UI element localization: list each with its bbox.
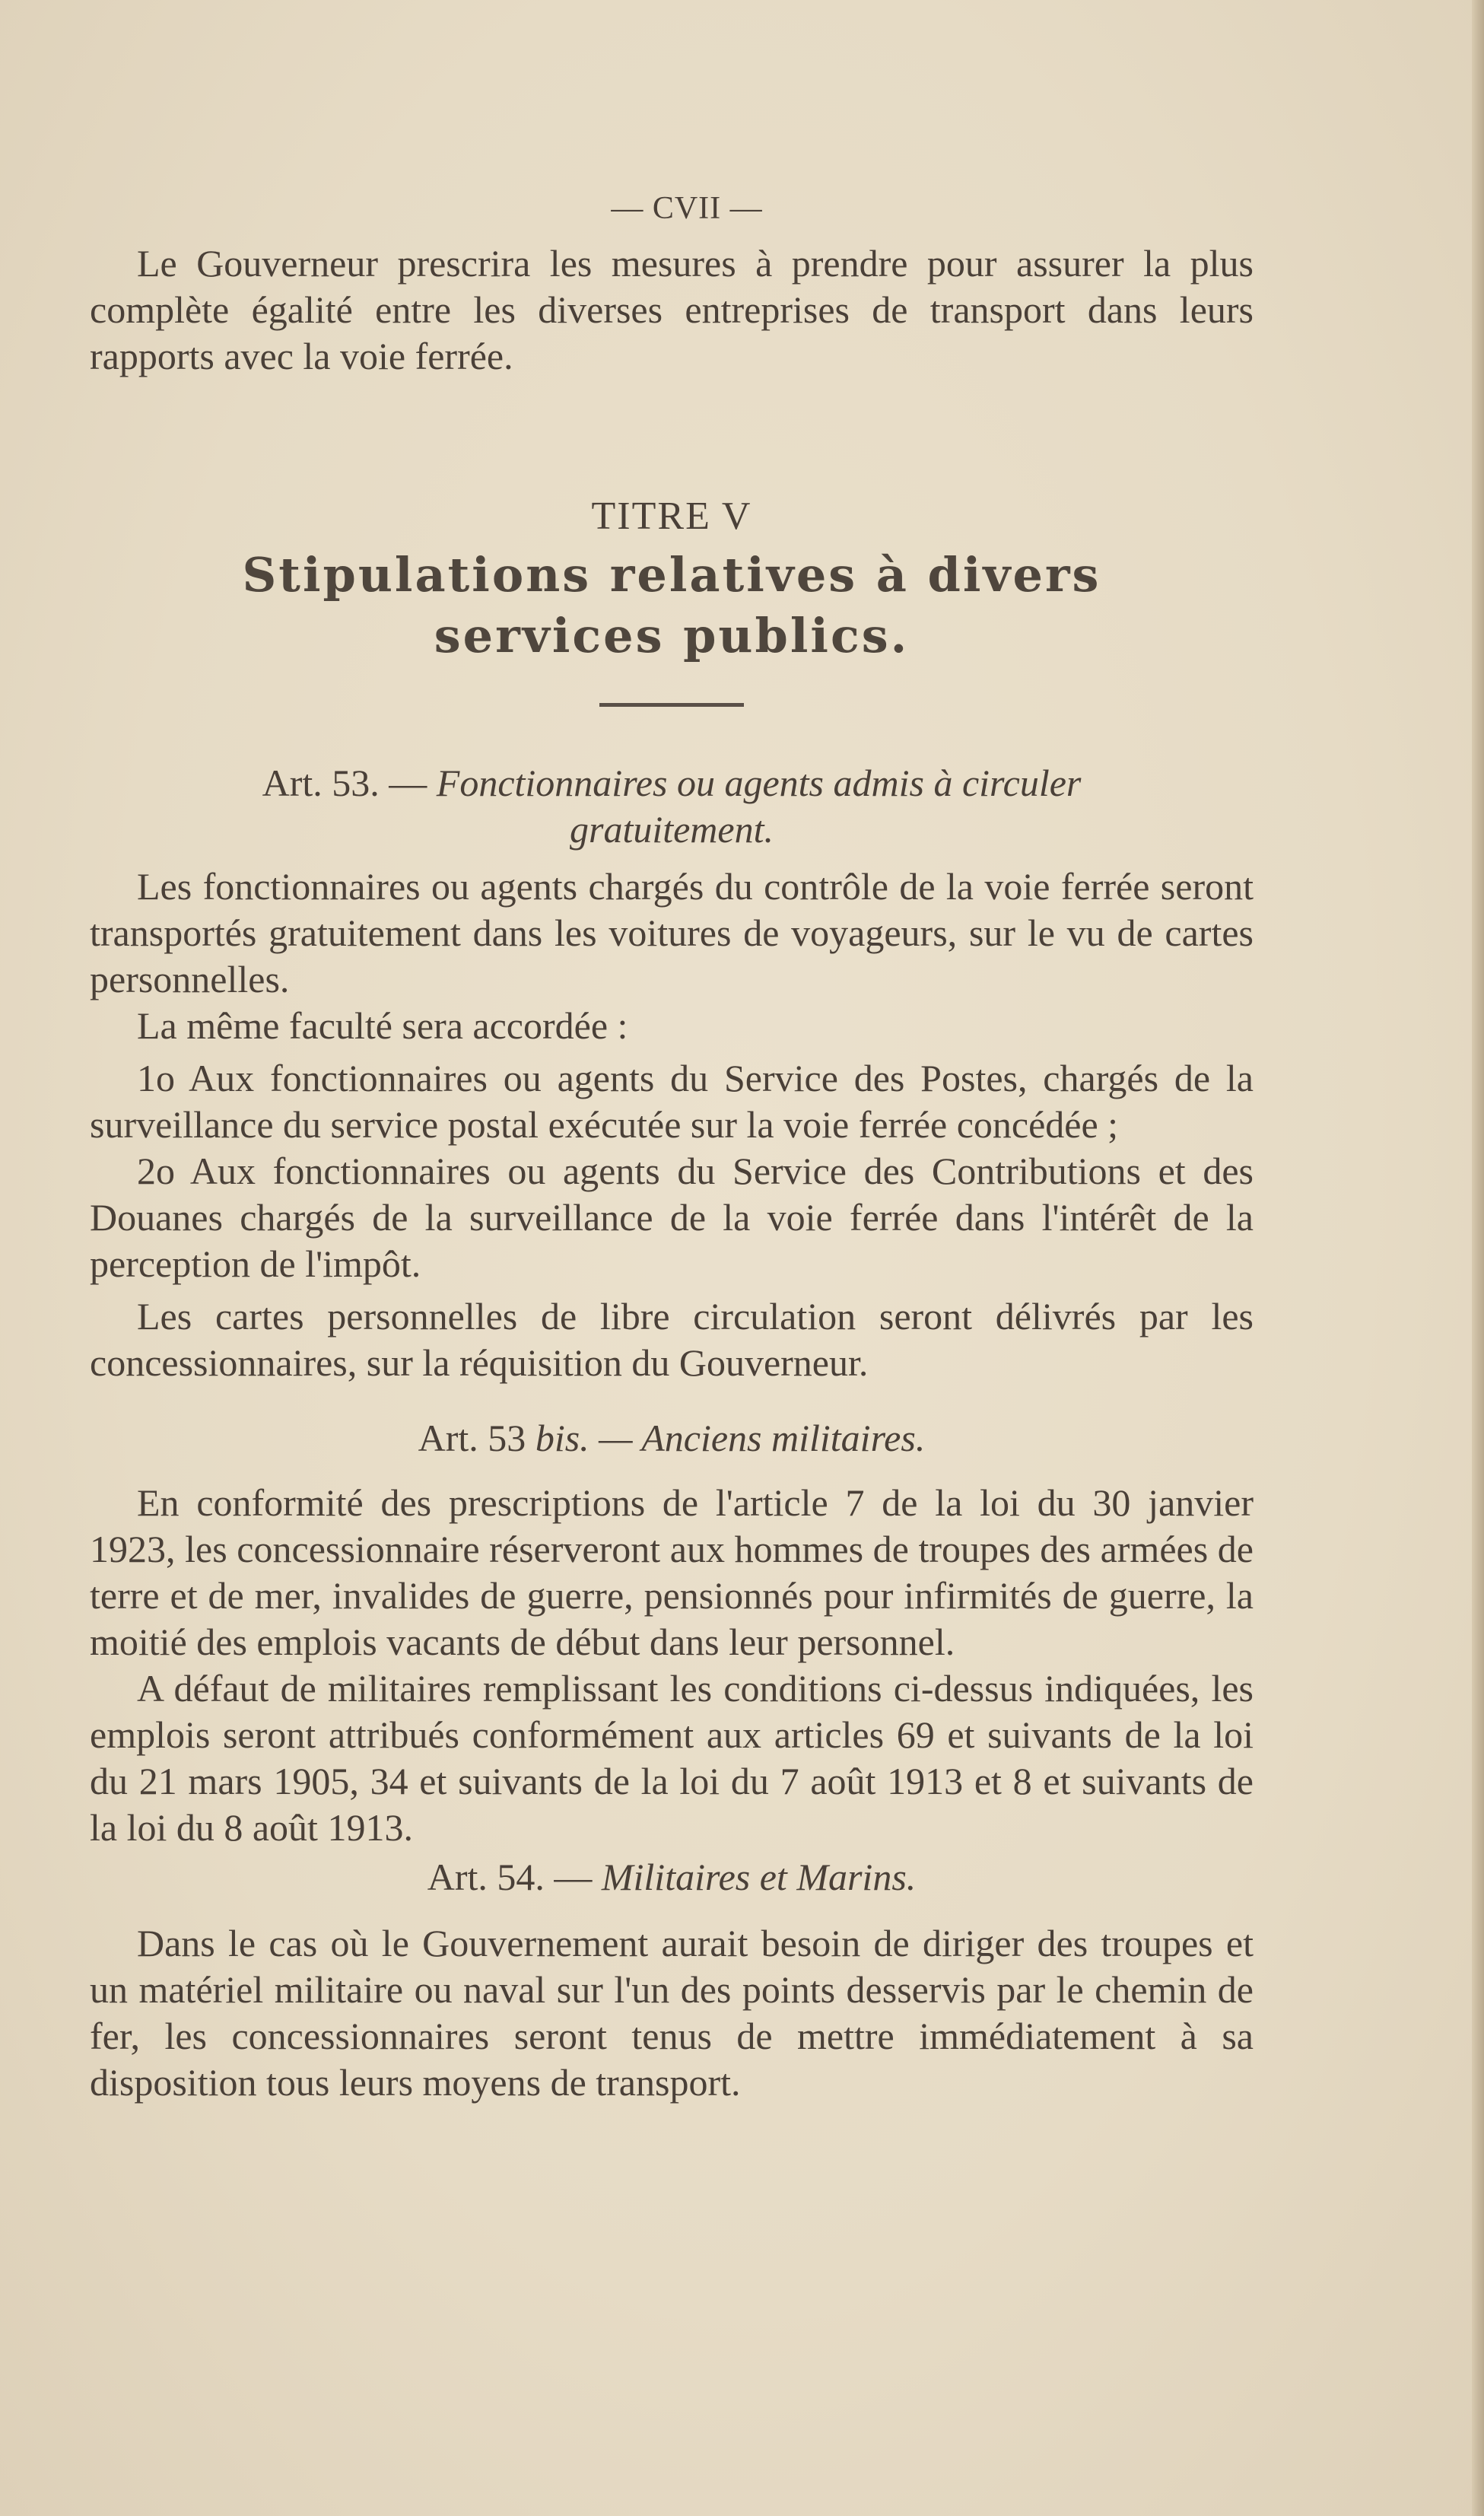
article-53-number: Art. 53. — xyxy=(262,762,437,804)
title-heading: TITRE V xyxy=(591,495,752,538)
page-edge xyxy=(1472,0,1484,2516)
article-53bis-bis: bis. xyxy=(535,1417,589,1459)
article-53bis-paragraph-1: En conformité des prescriptions de l'article 7 de la loi du 30 janvier 1923, les concessionnaire réserveront aux hommes de troupes des armées de terre et de mer, invalides de guerre, pensionnés pour infirmités de guerre, la moitié des emplois vacants de début dans leur personnel. xyxy=(90,1481,1254,1663)
article-53-paragraph-4: 2o Aux fonctionnaires ou agents du Service des Contributions et des Douanes chargés de la surveillance de la voie ferrée dans l'intérêt de la perception de l'impôt. xyxy=(90,1150,1254,1285)
article-53bis-number: Art. 53 xyxy=(418,1417,535,1459)
article-53-heading-continued xyxy=(90,806,1254,853)
article-54-number: Art. 54. — xyxy=(427,1856,602,1898)
subtitle-line-2: services publics. xyxy=(434,608,910,663)
article-53-paragraph-5: Les cartes personnelles de libre circulation seront délivrés par les concessionnaires, sur la réquisition du Gouverneur. xyxy=(90,1295,1254,1384)
intro-paragraph: Le Gouverneur prescrira les mesures à prendre pour assurer la plus complète égalité entre les diverses entreprises de transport dans leurs rapports avec la voie ferrée. xyxy=(90,242,1254,377)
article-53-paragraph-1: Les fonctionnaires ou agents chargés du contrôle de la voie ferrée seront transportés gratuitement dans les voitures de voyageurs, sur le vu de cartes personnelles. xyxy=(90,865,1254,1000)
article-54-heading xyxy=(90,1854,1254,1901)
section-divider xyxy=(599,703,744,707)
article-53-paragraph-2: La même faculté sera accordée : xyxy=(137,1004,628,1047)
article-54-paragraph-1: Dans le cas où le Gouvernement aurait besoin de diriger des troupes et un matériel militaire ou naval sur l'un des points desservis par le chemin de fer, les concessionnaires seront tenus de mettre immédiatement à sa disposition tous leurs moyens de transport. xyxy=(90,1922,1254,2104)
article-53-heading xyxy=(90,760,1254,806)
document-page xyxy=(90,190,1254,2106)
article-53-title-line-2: gratuitement. xyxy=(569,808,774,851)
article-53bis-paragraph-2: A défaut de militaires remplissant les conditions ci-dessus indiquées, les emplois seront attribués conformément aux articles 69 et suivants de la loi du 21 mars 1905, 34 et suivants de la loi du 7 août 1913 et 8 et suivants de la loi du 8 août 1913. xyxy=(90,1667,1254,1849)
article-54-title: Militaires et Marins. xyxy=(601,1856,917,1898)
page-folio: — CVII — xyxy=(611,191,763,226)
subtitle-line-1: Stipulations relatives à divers xyxy=(242,547,1101,603)
article-53bis-title: — Anciens militaires. xyxy=(589,1417,926,1459)
article-53-paragraph-3: 1o Aux fonctionnaires ou agents du Service des Postes, chargés de la surveillance du service postal exécutée sur la voie ferrée concédée ; xyxy=(90,1057,1254,1146)
article-53bis-heading xyxy=(90,1415,1254,1462)
article-53-title-line-1: Fonctionnaires ou agents admis à circuler xyxy=(436,762,1082,804)
